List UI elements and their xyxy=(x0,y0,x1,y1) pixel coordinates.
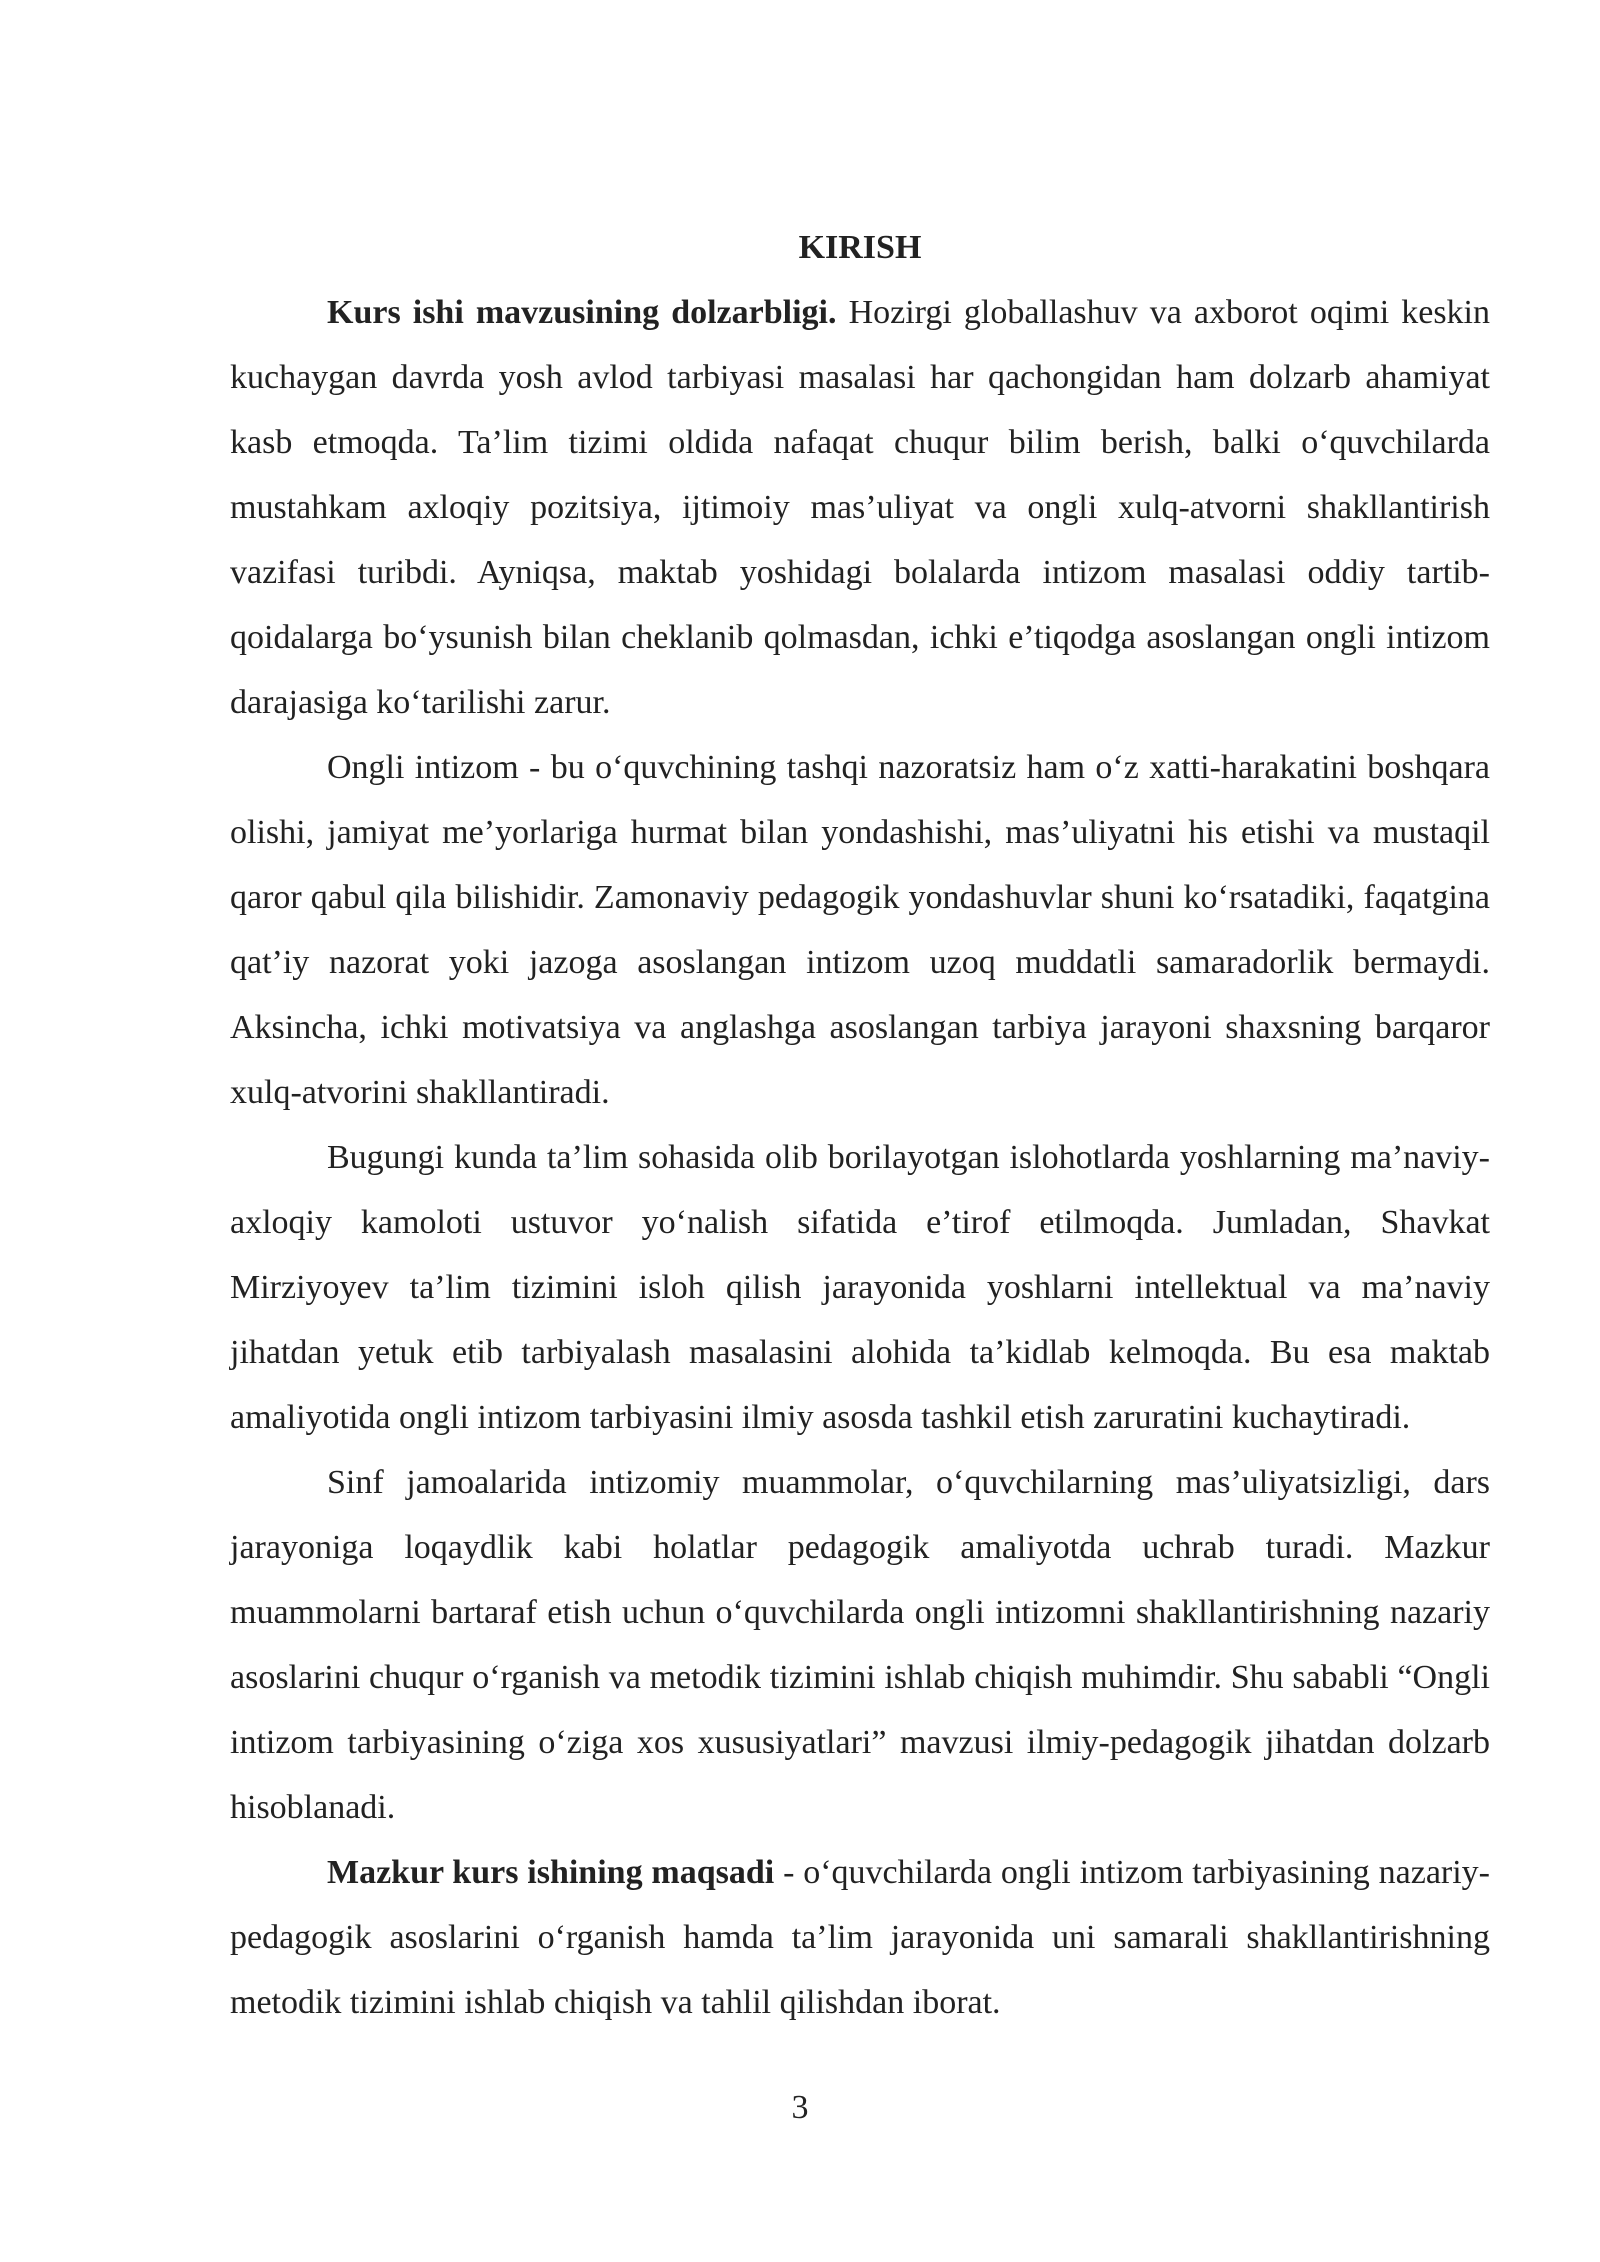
paragraph-text: Ongli intizom - bu o‘quvchining tashqi nazoratsiz ham o‘z xatti-harakatini boshqara olishi, jamiyat me’yorlariga hurmat bilan yondashishi, mas’uliyatni his etishi va mustaqil qaror qabul qila bilishidir. Zamonaviy pedagogik yondashuvlar shuni ko‘rsatadiki, faqatgina qat’iy nazorat yoki jazoga asoslangan intizom uzoq muddatli samaradorlik bermaydi. Aksincha, ichki motivatsiya va anglashga asoslangan tarbiya jarayoni shaxsning barqaror xulq-atvorini shakllantiradi. xyxy=(230,749,1490,1111)
paragraph-text: Bugungi kunda ta’lim sohasida olib borilayotgan islohotlarda yoshlarning ma’naviy-axloqiy kamoloti ustuvor yo‘nalish sifatida e’tirof etilmoqda. Jumladan, Shavkat Mirziyoyev ta’lim tizimini isloh qilish jarayonida yoshlarni intellektual va ma’naviy jihatdan yetuk etib tarbiyalash masalasini alohida ta’kidlab kelmoqda. Bu esa maktab amaliyotida ongli intizom tarbiyasini ilmiy asosda tashkil etish zaruratini kuchaytiradi. xyxy=(230,1139,1490,1436)
paragraph-reforms xyxy=(230,1125,1490,1450)
paragraph-text: Hozirgi globallashuv va axborot oqimi keskin kuchaygan davrda yosh avlod tarbiyasi masalasi har qachongidan ham dolzarb ahamiyat kasb etmoqda. Ta’lim tizimi oldida nafaqat chuqur bilim berish, balki o‘quvchilarda mustahkam axloqiy pozitsiya, ijtimoiy mas’uliyat va ongli xulq-atvorni shakllantirish vazifasi turibdi. Ayniqsa, maktab yoshidagi bolalarda intizom masalasi oddiy tartib-qoidalarga bo‘ysunish bilan cheklanib qolmasdan, ichki e’tiqodga asoslangan ongli intizom darajasiga ko‘tarilishi zarur. xyxy=(230,294,1491,721)
paragraph-lead: Kurs ishi mavzusining dolzarbligi. xyxy=(327,294,837,331)
paragraph-lead: Mazkur kurs ishining maqsadi xyxy=(327,1854,775,1891)
paragraph-text: - o‘quvchilarda ongli intizom tarbiyasining nazariy-pedagogik asoslarini o‘rganish hamda ta’lim jarayonida uni samarali shakllantirishning metodik tizimini ishlab chiqish va tahlil qilishdan iborat. xyxy=(230,1854,1490,2021)
page-number: 3 xyxy=(791,2089,809,2126)
paragraph-conscious-discipline xyxy=(230,735,1490,1125)
paragraph-relevance xyxy=(230,280,1490,735)
paragraph-goal xyxy=(230,1840,1490,2035)
paragraph-text: Sinf jamoalarida intizomiy muammolar, o‘quvchilarning mas’uliyatsizligi, dars jarayoniga loqaydlik kabi holatlar pedagogik amaliyotda uchrab turadi. Mazkur muammolarni bartaraf etish uchun o‘quvchilarda ongli intizomni shakllantirishning nazariy asoslarini chuqur o‘rganish va metodik tizimini ishlab chiqish muhimdir. Shu sababli “Ongli intizom tarbiyasining o‘ziga xos xususiyatlari” mavzusi ilmiy-pedagogik jihatdan dolzarb hisoblanadi. xyxy=(230,1464,1490,1826)
section-title: KIRISH xyxy=(798,229,922,266)
paragraph-problems xyxy=(230,1450,1490,1840)
document-page xyxy=(230,215,1490,2035)
